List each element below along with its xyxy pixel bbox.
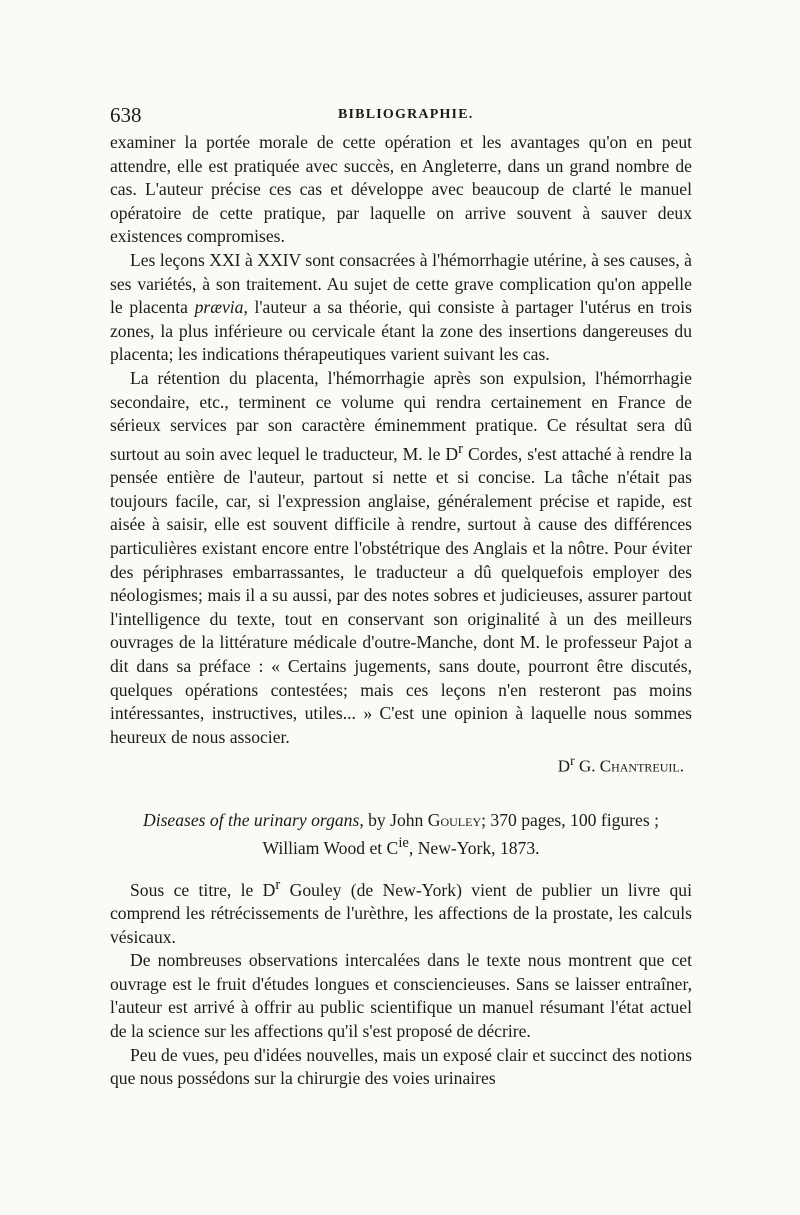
paragraph: [110, 131, 692, 249]
paragraph-text: Les leçons XXI à XXIV sont consacrées à l'hémorrhagie utérine, à ses causes, à ses variétés, à son traitement. Au sujet de cette grave complication qu'on appelle le placenta: [110, 249, 692, 318]
page-header: [110, 103, 692, 129]
paragraph-text: Gouley (de New-York) vient de publier un livre qui comprend les rétrécissements de l'urèthre, les affections de la prostate, les calculs vésicaux.: [110, 879, 692, 947]
publisher-text: , New-York, 1873.: [408, 838, 540, 858]
paragraph: [110, 249, 692, 367]
book-title: Diseases of the urinary organs,: [142, 809, 364, 830]
paragraph-text: Cordes, s'est attaché à rendre la pensée entière de l'auteur, partout si nette et si concise. La tâche n'était pas toujours facile, car, si l'expression anglaise, généralement précise et rapide, est aisée à saisir, elle est souvent difficile à rendre, surtout à cause des différences particulières existant encore entre l'obstétrique des Anglais et la nôtre. Pour éviter des périphrases embarrassantes, le traducteur a dû quelquefois employer des néologismes; mais il a su aussi, par des notes sobres et judicieuses, assurer partout l'intelligence du texte, tout en conservant son originalité à un des meilleurs ouvrages de la littérature médicale d'outre-Manche, dont M. le professeur Pajot a dit dans sa préface : « Certains jugements, sans doute, pourront être discutés, quelques opérations contestées; mais ces leçons n'en resteront pas moins intéressantes, instructives, utiles... » C'est une opinion à laquelle nous sommes heureux de nous associer.: [110, 443, 692, 747]
review-obstetrics: [110, 131, 692, 779]
superscript: r: [275, 876, 281, 893]
paragraph-text: La rétention du placenta, l'hémorrhagie après son expulsion, l'hémorrhagie secondaire, etc., terminent ce volume qui rendra certainement en France de sérieux services par son caractère éminemment pratique. Ce résultat sera dû surtout au soin avec lequel le traducteur, M. le D: [110, 367, 692, 464]
running-title: BIBLIOGRAPHIE.: [338, 107, 474, 122]
paragraph-text: examiner la portée morale de cette opération et les avantages qu'on en peut attendre, elle est pratiquée avec succès, en Angleterre, dans un grand nombre de cas. L'auteur précise ces cas et développe avec beaucoup de clarté le manuel opératoire de cette pratique, par laquelle on arrive souvent à sauver deux existences compromises.: [110, 132, 692, 247]
paragraph-text: Peu de vues, peu d'idées nouvelles, mais un exposé clair et succinct des notions que nous possédons sur la chirurgie des voies urinaires: [110, 1044, 692, 1089]
superscript: r: [570, 753, 575, 770]
paragraph-text: De nombreuses observations intercalées dans le texte nous montrent que cet ouvrage est le fruit d'études longues et consciencieuses. Sans se laisser entraîner, l'auteur est arrivé à offrir au public scientifique un manuel résumant l'état actuel de la science sur les affections qu'il s'est proposé de décrire.: [110, 950, 692, 1042]
book-by: by John: [363, 809, 428, 830]
review-urinary: [110, 874, 692, 1091]
paragraph: [110, 949, 692, 1043]
signature-prefix: D: [557, 756, 570, 776]
review-signature: [110, 750, 692, 778]
paragraph: [110, 874, 692, 950]
page-number: 638: [110, 103, 142, 127]
superscript: ie: [398, 835, 409, 852]
paragraph-text: , l'auteur a sa théorie, qui consiste à partager l'utérus en trois zones, la plus inférieure ou cervicale étant la zone des insertions dangereuses du placenta; les indications thérapeutiques varient suivant les cas.: [110, 297, 692, 365]
publisher-line: [110, 832, 692, 860]
book-details: ; 370 pages, 100 figures ;: [481, 809, 659, 830]
paragraph: [110, 1044, 692, 1091]
paragraph: [110, 367, 692, 749]
italic-term: prævia: [194, 297, 244, 318]
signature-name: G. Chantreuil.: [574, 756, 684, 776]
book-title-line: [110, 809, 692, 833]
bibliographic-entry: [110, 809, 692, 861]
book-author: Gouley: [427, 809, 482, 830]
publisher-text: William Wood et C: [262, 838, 399, 858]
superscript: r: [458, 440, 463, 457]
page-body: [110, 131, 692, 1091]
paragraph-text: Sous ce titre, le D: [130, 879, 276, 900]
